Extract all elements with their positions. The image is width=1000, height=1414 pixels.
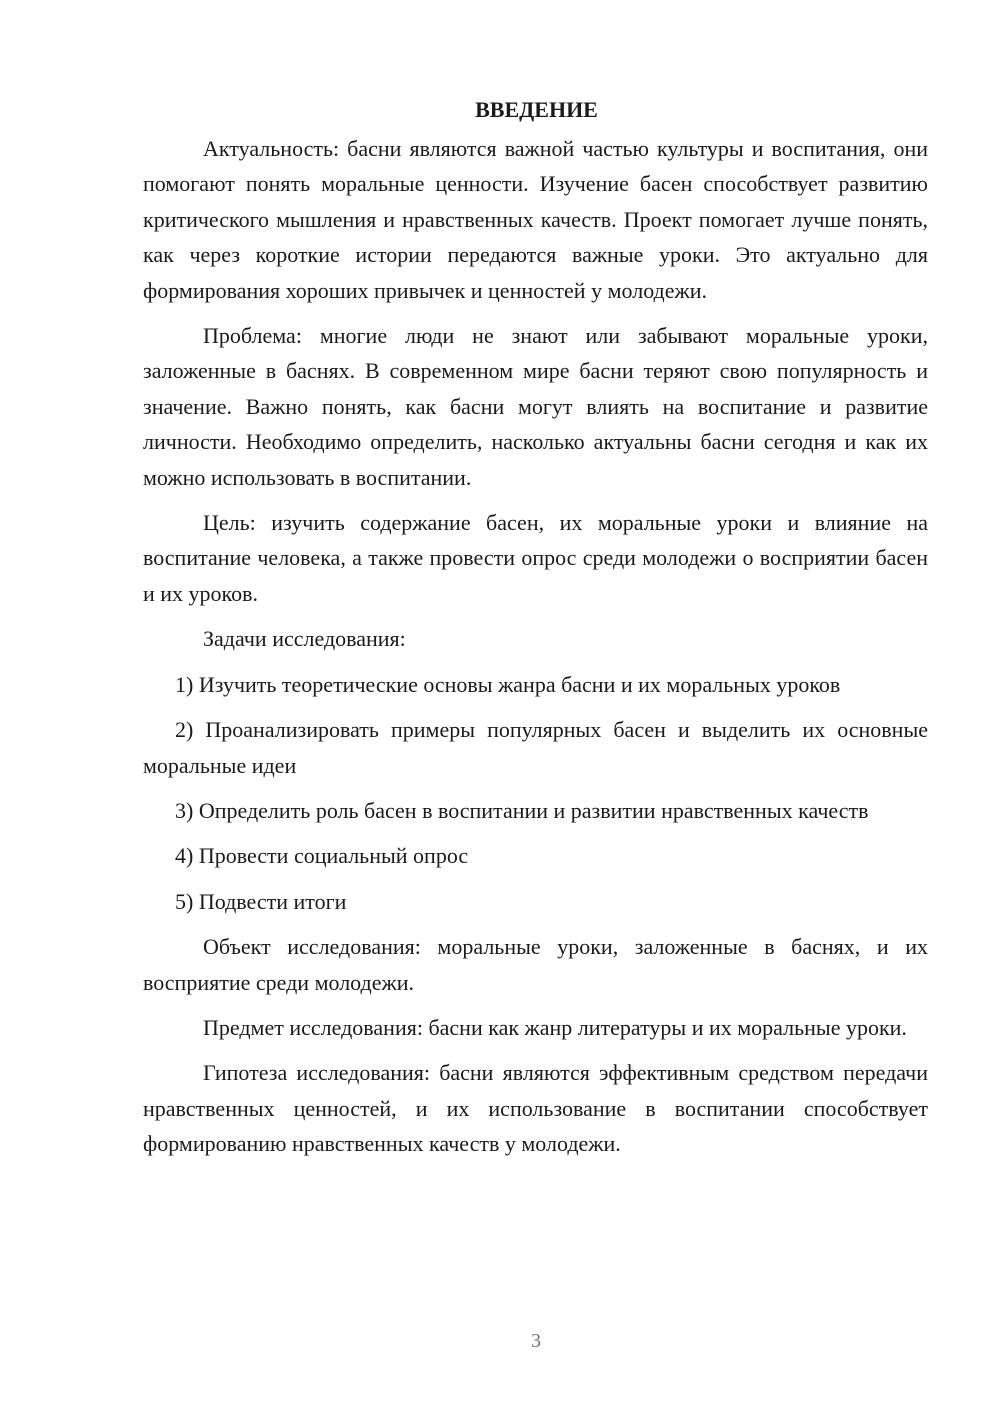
paragraph-subject: Предмет исследования: басни как жанр литературы и их моральные уроки.	[203, 1014, 907, 1040]
task-item-4: 4) Провести социальный опрос	[175, 843, 469, 869]
paragraph-relevance: Актуальность: басни являются важной частью культуры и воспитания, они помогают понять моральные ценности. Изучение басен способствует развитию критического мышления и нравственных качеств. Проект помогает лучше понять, как через короткие истории передаются важные уроки. Это актуально для формирования хороших привычек и ценностей у молодежи.	[143, 136, 928, 303]
section-title: ВВЕДЕНИЕ	[475, 97, 598, 122]
document-page	[143, 92, 928, 1172]
task-item-5: 5) Подвести итоги	[175, 888, 347, 914]
paragraph-problem: Проблема: многие люди не знают или забывают моральные уроки, заложенные в баснях. В современном мире басни теряют свою популярность и значение. Важно понять, как басни могут влиять на воспитание и развитие личности. Необходимо определить, насколько актуальны басни сегодня и как их можно использовать в воспитании.	[143, 323, 928, 490]
paragraph-goal: Цель: изучить содержание басен, их моральные уроки и влияние на воспитание человека, а также провести опрос среди молодежи о восприятии басен и их уроков.	[143, 510, 928, 606]
page-number: 3	[531, 1330, 541, 1352]
task-item-1: 1) Изучить теоретические основы жанра басни и их моральных уроков	[175, 671, 841, 697]
paragraph-object: Объект исследования: моральные уроки, заложенные в баснях, и их восприятие среди молодежи.	[143, 934, 928, 995]
tasks-heading: Задачи исследования:	[203, 626, 406, 652]
task-item-3: 3) Определить роль басен в воспитании и развитии нравственных качеств	[175, 797, 869, 823]
paragraph-hypothesis: Гипотеза исследования: басни являются эффективным средством передачи нравственных ценностей, и их использование в воспитании способствует формированию нравственных качеств у молодежи.	[143, 1060, 928, 1157]
task-item-2: 2) Проанализировать примеры популярных басен и выделить их основные моральные идеи	[143, 717, 928, 778]
